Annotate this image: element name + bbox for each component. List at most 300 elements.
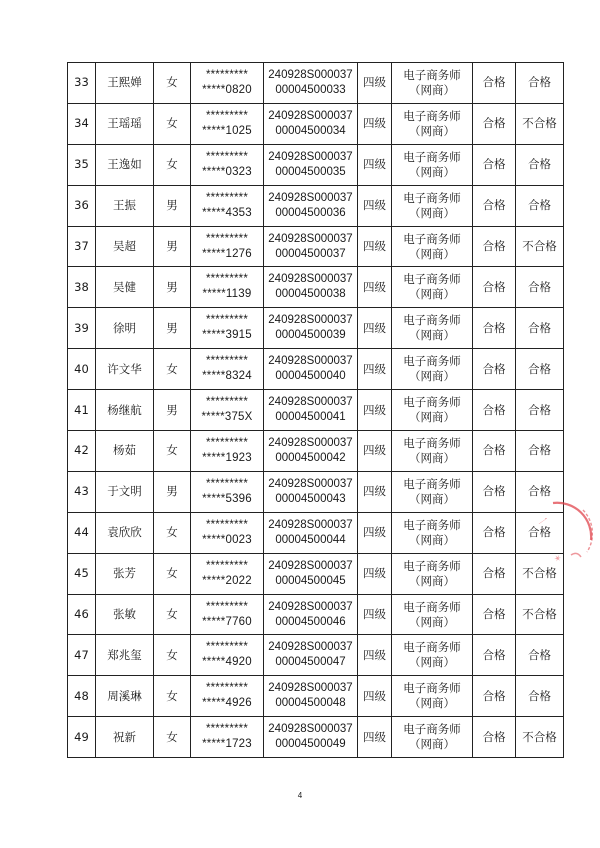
masked-id-number [191,103,264,144]
practical-result [516,676,564,717]
row-number [68,185,96,226]
candidate-name-text: 袁欣欣 [107,525,142,540]
masked-id-number-text: *****4353 [202,206,252,219]
occupation-text: （网商） [409,655,455,670]
candidate-gender [154,431,191,472]
occupation [392,431,473,472]
occupation-text: （网商） [409,123,455,138]
row-number [68,308,96,349]
masked-id-number-text: *****3915 [202,329,252,342]
skill-level [358,103,392,144]
theory-result-text: 合格 [482,647,506,662]
candidate-gender [154,144,191,185]
masked-id-number-text: *****7760 [202,615,252,628]
skill-level-text: 四级 [363,525,386,540]
certificate-number [264,512,358,553]
candidate-gender [154,308,191,349]
theory-result [473,349,516,390]
table-row [68,185,564,226]
practical-result [516,594,564,635]
certificate-number [264,390,358,431]
table-row [68,226,564,267]
certificate-number [264,471,358,512]
masked-id-number-text: *****5396 [202,492,252,505]
row-number-text: 33 [74,75,89,90]
candidate-name-text: 杨继航 [107,402,142,417]
practical-result [516,103,564,144]
masked-id-number-text: *****1923 [202,451,252,464]
masked-id-number-text: ********* [205,355,249,368]
practical-result [516,553,564,594]
theory-result-text: 合格 [482,198,506,213]
certificate-number [264,349,358,390]
practical-result [516,63,564,104]
practical-result-text: 合格 [528,647,551,662]
candidate-gender [154,635,191,676]
occupation [392,512,473,553]
candidate-gender-text: 女 [166,116,178,131]
masked-id-number-text: *****2022 [202,574,252,587]
occupation [392,471,473,512]
candidate-name-text: 王逸如 [107,157,142,172]
candidate-gender [154,717,191,758]
certificate-number [264,308,358,349]
candidate-gender [154,390,191,431]
table-row [68,308,564,349]
masked-id-number [191,717,264,758]
practical-result-text: 合格 [528,361,551,376]
svg-text:一: 一 [535,513,552,531]
candidate-name [96,390,154,431]
row-number-text: 39 [74,320,89,335]
certificate-number-text: 00004500043 [275,492,346,505]
certificate-number-text: 00004500034 [275,124,346,137]
table-row [68,144,564,185]
theory-result-text: 合格 [482,729,506,744]
certificate-number-text: 00004500044 [275,533,346,546]
row-number-text: 46 [74,607,89,622]
candidate-gender [154,226,191,267]
occupation-text: （网商） [409,696,455,711]
masked-id-number-text: ********* [205,559,249,572]
candidate-name [96,63,154,104]
theory-result [473,103,516,144]
skill-level [358,349,392,390]
skill-level [358,594,392,635]
skill-level [358,267,392,308]
certificate-number-text: 00004500042 [275,451,346,464]
table-row [68,594,564,635]
theory-result [473,635,516,676]
certificate-number [264,267,358,308]
candidate-gender-text: 女 [166,443,178,458]
candidate-gender-text: 女 [166,157,178,172]
skill-level-text: 四级 [363,75,386,90]
table-row [68,553,564,594]
candidate-gender-text: 男 [166,402,178,417]
theory-result-text: 合格 [482,361,506,376]
candidate-name-text: 郑兆玺 [107,647,142,662]
occupation-text: 电子商务师 [403,395,461,410]
candidate-name [96,594,154,635]
row-number-text: 48 [74,688,89,703]
masked-id-number-text: ********* [205,273,249,286]
certificate-number [264,63,358,104]
skill-level-text: 四级 [363,688,386,703]
occupation [392,553,473,594]
candidate-gender-text: 女 [166,729,178,744]
row-number-text: 42 [74,443,89,458]
certificate-number-text: 240928S000037 [268,477,353,490]
skill-level-text: 四级 [363,729,386,744]
skill-level [358,676,392,717]
theory-result-text: 合格 [482,443,506,458]
practical-result-text: 合格 [528,157,551,172]
candidate-name [96,512,154,553]
masked-id-number-text: *****0820 [202,83,252,96]
row-number-text: 35 [74,157,89,172]
row-number-text: 34 [74,116,89,131]
theory-result-text: 合格 [482,484,506,499]
practical-result-text: 合格 [528,320,551,335]
table-row [68,431,564,472]
candidate-gender-text: 女 [166,566,178,581]
certificate-number-text: 240928S000037 [268,355,353,368]
theory-result-text: 合格 [482,157,506,172]
certificate-number-text: 00004500037 [275,247,346,260]
candidate-gender-text: 女 [166,647,178,662]
row-number [68,267,96,308]
candidate-gender [154,676,191,717]
masked-id-number-text: *****0023 [202,533,252,546]
masked-id-number [191,63,264,104]
candidate-gender [154,349,191,390]
masked-id-number [191,471,264,512]
candidate-name [96,717,154,758]
row-number-text: 43 [74,484,89,499]
occupation-text: 电子商务师 [403,354,461,369]
candidate-gender-text: 女 [166,525,178,540]
theory-result [473,431,516,472]
occupation-text: （网商） [409,287,455,302]
practical-result [516,431,564,472]
skill-level [358,471,392,512]
certificate-number-text: 240928S000037 [268,314,353,327]
skill-level [358,635,392,676]
occupation-text: （网商） [409,532,455,547]
certificate-number [264,226,358,267]
masked-id-number-text: *****1723 [202,738,252,751]
occupation-text: 电子商务师 [403,722,461,737]
occupation-text: 电子商务师 [403,558,461,573]
masked-id-number-text: *****8324 [202,370,252,383]
row-number-text: 49 [74,729,89,744]
masked-id-number-text: *****375X [201,411,253,424]
occupation [392,226,473,267]
row-number-text: 41 [74,402,89,417]
masked-id-number [191,349,264,390]
candidate-name-text: 张芳 [113,566,136,581]
page-number: 4 [297,791,303,800]
candidate-gender [154,103,191,144]
practical-result-text: 合格 [528,75,551,90]
masked-id-number [191,308,264,349]
occupation [392,676,473,717]
practical-result [516,471,564,512]
candidate-gender [154,512,191,553]
occupation-text: （网商） [409,246,455,261]
row-number [68,63,96,104]
skill-level-text: 四级 [363,484,386,499]
practical-result-text: 合格 [528,402,551,417]
occupation-text: 电子商务师 [403,231,461,246]
certificate-number-text: 240928S000037 [268,436,353,449]
certificate-number-text: 00004500035 [275,165,346,178]
certificate-number-text: 240928S000037 [268,150,353,163]
occupation-text: 电子商务师 [403,272,461,287]
row-number [68,390,96,431]
masked-id-number-text: ********* [205,314,249,327]
row-number-text: 37 [74,239,89,253]
candidate-name-text: 张敏 [113,607,136,622]
certificate-number-text: 00004500047 [275,656,346,669]
theory-result [473,63,516,104]
theory-result [473,144,516,185]
theory-result [473,594,516,635]
certificate-number-text: 240928S000037 [268,559,353,572]
candidate-name-text: 杨茹 [113,443,136,458]
candidate-gender-text: 女 [166,361,178,376]
occupation [392,63,473,104]
masked-id-number-text: ********* [205,518,249,531]
table-row [68,63,564,104]
masked-id-number-text: ********* [205,68,249,81]
skill-level-text: 四级 [363,402,386,417]
masked-id-number-text: ********* [205,436,249,449]
practical-result-text: 合格 [528,279,551,294]
candidate-gender [154,471,191,512]
candidate-gender-text: 女 [166,688,178,703]
certificate-number-text: 00004500045 [275,574,346,587]
certificate-number-text: 00004500033 [275,83,346,96]
candidate-name-text: 吴健 [113,279,136,294]
masked-id-number-text: ********* [205,682,249,695]
row-number [68,103,96,144]
row-number [68,594,96,635]
masked-id-number-text: ********* [205,396,249,409]
candidate-gender [154,185,191,226]
certificate-number [264,103,358,144]
masked-id-number [191,635,264,676]
candidate-gender [154,553,191,594]
occupation-text: （网商） [409,410,455,425]
masked-id-number-text: *****1276 [202,247,252,260]
candidate-name [96,226,154,267]
certificate-number-text: 240928S000037 [268,682,353,695]
occupation [392,594,473,635]
masked-id-number [191,226,264,267]
table-row [68,635,564,676]
masked-id-number [191,267,264,308]
occupation-text: （网商） [409,369,455,384]
masked-id-number [191,676,264,717]
masked-id-number [191,594,264,635]
skill-level-text: 四级 [363,361,386,376]
row-number [68,144,96,185]
table-row [68,512,564,553]
skill-level [358,717,392,758]
theory-result [473,512,516,553]
certificate-number [264,553,358,594]
occupation-text: （网商） [409,164,455,179]
candidate-gender-text: 女 [166,607,178,622]
occupation-text: （网商） [409,450,455,465]
row-number-text: 47 [74,647,89,662]
practical-result-text: 不合格 [522,239,557,253]
occupation [392,308,473,349]
candidate-name-text: 许文华 [107,361,142,376]
occupation-text: （网商） [409,573,455,588]
practical-result [516,185,564,226]
certificate-number [264,594,358,635]
skill-level [358,512,392,553]
occupation-text: （网商） [409,82,455,97]
candidate-name [96,349,154,390]
certificate-number-text: 00004500048 [275,697,346,710]
occupation [392,635,473,676]
row-number-text: 45 [74,566,89,581]
masked-id-number-text: ********* [205,191,249,204]
candidate-gender [154,63,191,104]
practical-result-text: 合格 [528,525,551,540]
theory-result [473,267,516,308]
masked-id-number [191,185,264,226]
theory-result-text: 合格 [482,116,506,131]
occupation [392,267,473,308]
masked-id-number-text: ********* [205,109,249,122]
occupation [392,349,473,390]
skill-level [358,431,392,472]
candidate-name [96,267,154,308]
occupation [392,103,473,144]
row-number [68,226,96,267]
certificate-number-text: 240928S000037 [268,232,353,245]
row-number-text: 38 [74,279,89,294]
certificate-number [264,676,358,717]
certificate-number-text: 00004500040 [275,370,346,383]
row-number [68,471,96,512]
certificate-number [264,717,358,758]
practical-result [516,635,564,676]
skill-level-text: 四级 [363,607,386,622]
occupation-text: 电子商务师 [403,476,461,491]
practical-result-text: 合格 [528,688,551,703]
row-number [68,717,96,758]
skill-level-text: 四级 [363,116,386,131]
occupation-text: （网商） [409,328,455,343]
candidate-gender-text: 男 [166,198,178,213]
certificate-number-text: 240928S000037 [268,191,353,204]
certificate-number [264,185,358,226]
skill-level [358,185,392,226]
theory-result-text: 合格 [482,525,506,540]
candidate-name [96,676,154,717]
candidate-name [96,103,154,144]
row-number [68,635,96,676]
masked-id-number-text: ********* [205,723,249,736]
theory-result [473,553,516,594]
row-number-text: 44 [74,525,89,540]
practical-result [516,349,564,390]
row-number-text: 36 [74,198,89,213]
certificate-number [264,144,358,185]
theory-result-text: 合格 [482,279,506,294]
occupation [392,185,473,226]
practical-result [516,308,564,349]
skill-level-text: 四级 [363,279,386,294]
practical-result-text: 合格 [528,198,551,213]
certificate-number-text: 240928S000037 [268,518,353,531]
candidate-name-text: 吴超 [113,239,136,253]
masked-id-number [191,390,264,431]
theory-result-text: 合格 [482,320,506,335]
theory-result [473,471,516,512]
theory-result-text: 合格 [482,239,506,253]
certificate-number-text: 240928S000037 [268,109,353,122]
masked-id-number-text: ********* [205,641,249,654]
skill-level [358,226,392,267]
practical-result-text: 不合格 [522,607,557,622]
table-body [68,63,564,758]
practical-result [516,717,564,758]
practical-result-text: 不合格 [522,729,557,744]
theory-result [473,308,516,349]
candidate-gender-text: 男 [166,320,178,335]
skill-level-text: 四级 [363,443,386,458]
skill-level [358,553,392,594]
practical-result [516,144,564,185]
certificate-number-text: 240928S000037 [268,273,353,286]
theory-result-text: 合格 [482,75,506,90]
table-row [68,676,564,717]
results-table [67,62,564,758]
occupation-text: 电子商务师 [403,681,461,696]
svg-text:✶: ✶ [551,553,563,566]
candidate-name [96,553,154,594]
practical-result-text: 合格 [528,443,551,458]
theory-result [473,717,516,758]
practical-result [516,512,564,553]
theory-result [473,676,516,717]
theory-result-text: 合格 [482,402,506,417]
row-number [68,512,96,553]
occupation-text: 电子商务师 [403,517,461,532]
practical-result [516,226,564,267]
occupation [392,144,473,185]
skill-level-text: 四级 [363,198,386,213]
candidate-name [96,308,154,349]
table-row [68,390,564,431]
candidate-name [96,144,154,185]
skill-level [358,308,392,349]
practical-result [516,390,564,431]
candidate-name [96,471,154,512]
certificate-number-text: 240928S000037 [268,600,353,613]
occupation-text: 电子商务师 [403,149,461,164]
candidate-name [96,431,154,472]
occupation-text: 电子商务师 [403,599,461,614]
theory-result-text: 合格 [482,607,506,622]
